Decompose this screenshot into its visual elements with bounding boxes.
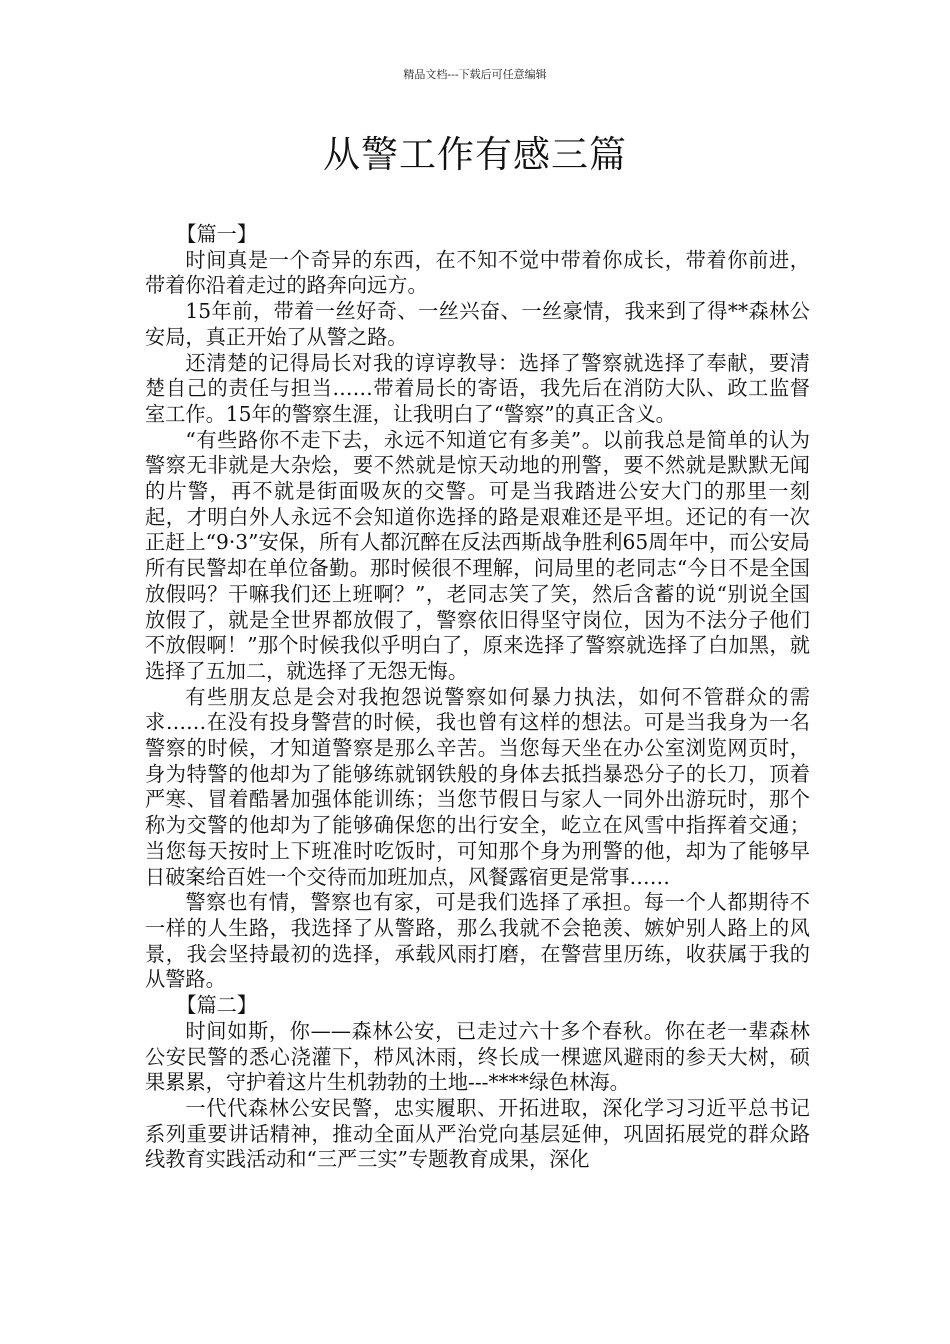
paragraph: 15年前，带着一丝好奇、一丝兴奋、一丝豪情，我来到了得**森林公安局，真正开始了从警之路。 — [145, 299, 810, 349]
document-body — [145, 222, 810, 1173]
paragraph: 时间真是一个奇异的东西，在不知不觉中带着你成长，带着你前进，带着你沿着走过的路奔向远方。 — [145, 247, 810, 298]
paragraph: “有些路你不走下去，永远不知道它有多美”。以前我总是简单的认为警察无非就是大杂烩，要不然就是惊天动地的刑警，要不然就是默默无闻的片警，再不就是街面吸灰的交警。可是当我踏进公安大门的那里一刻起，才明白外人永远不会知道你选择的路是艰难还是平坦。还记的有一次正赶上“9·3”安保，所有人都沉醉在反法西斯战争胜利65周年中，而公安局所有民警却在单位备勤。那时候很不理解，问局里的老同志“今日不是全国放假吗？干嘛我们还上班啊？”，老同志笑了笑，然后含蓄的说“别说全国放假了，就是全世界都放假了，警察依旧得坚守岗位，因为不法分子他们不放假啊！”那个时候我似乎明白了，原来选择了警察就选择了白加黑，就选择了五加二，就选择了无怨无悔。 — [145, 427, 810, 683]
page-header: 精品文档---下载后可任意编辑 — [403, 68, 547, 81]
document-title: 从警工作有感三篇 — [323, 133, 627, 176]
section-heading-2: 【篇二】 — [176, 993, 258, 1018]
paragraph: 时间如斯，你——森林公安，已走过六十多个春秋。你在老一辈森林公安民警的悉心浇灌下，栉风沐雨，终长成一棵遮风避雨的参天大树，硕果累累，守护着这片生机勃勃的土地---****绿色林海。 — [145, 1018, 810, 1095]
paragraph: 还清楚的记得局长对我的谆谆教导：选择了警察就选择了奉献，要清楚自己的责任与担当……带着局长的寄语，我先后在消防大队、政工监督室工作。15年的警察生涯，让我明白了“警察”的真正含义。 — [145, 350, 810, 426]
paragraph: 一代代森林公安民警，忠实履职、开拓进取，深化学习习近平总书记系列重要讲话精神，推动全面从严治党向基层延伸，巩固拓展党的群众路线教育实践活动和“三严三实”专题教育成果，深化 — [145, 1095, 810, 1172]
section-heading-1: 【篇一】 — [176, 222, 258, 246]
paragraph: 警察也有情，警察也有家，可是我们选择了承担。每一个人都期待不一样的人生路，我选择了从警路，那么我就不会艳羡、嫉妒别人路上的风景，我会坚持最初的选择，承载风雨打磨，在警营里历练，收获属于我的从警路。 — [145, 890, 810, 992]
paragraph: 有些朋友总是会对我抱怨说警察如何暴力执法，如何不管群众的需求……在没有投身警营的时候，我也曾有这样的想法。可是当我身为一名警察的时候，才知道警察是那么辛苦。当您每天坐在办公室浏览网页时，身为特警的他却为了能够练就钢铁般的身体去抵挡暴恐分子的长刀，顶着严寒、冒着酷暑加强体能训练；当您节假日与家人一同外出游玩时，那个称为交警的他却为了能够确保您的出行安全，屹立在风雪中指挥着交通；当您每天按时上下班准时吃饭时，可知那个身为刑警的他，却为了能够早日破案给百姓一个交待而加班加点，风餐露宿更是常事…… — [145, 684, 810, 889]
